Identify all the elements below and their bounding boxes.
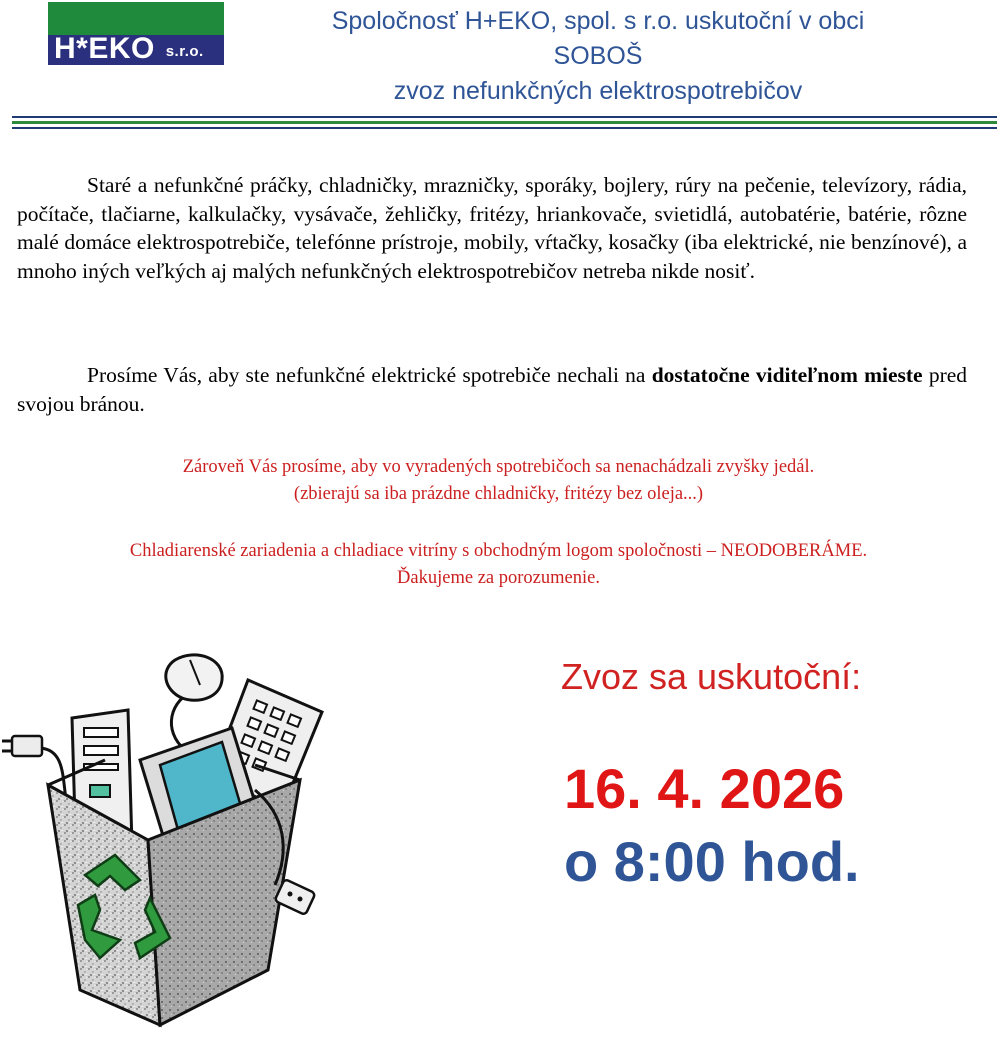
appliance-list-paragraph bbox=[17, 171, 967, 285]
collection-date: 16. 4. 2026 bbox=[564, 757, 845, 820]
company-logo bbox=[48, 2, 224, 65]
collection-time: o 8:00 hod. bbox=[564, 830, 860, 893]
paragraph-2-start: Prosíme Vás, aby ste nefunkčné elektrické spotrebiče nechali na bbox=[87, 363, 646, 387]
header-line-3: zvoz nefunkčných elektrospotrebičov bbox=[393, 77, 803, 105]
notice-2-line-1: Chladiarenské zariadenia a chladiace vitríny s obchodným logom spoločnosti – NEODOBERÁME. bbox=[129, 541, 868, 561]
notice-2-line-2: Ďakujeme za porozumenie. bbox=[397, 568, 600, 588]
food-remains-notice bbox=[0, 454, 997, 508]
header-line-1: Spoločnosť H+EKO, spol. s r.o. uskutoční v obci bbox=[331, 7, 865, 35]
placement-request-paragraph bbox=[17, 361, 967, 418]
logo-green-band bbox=[48, 2, 224, 35]
collection-label: Zvoz sa uskutoční: bbox=[561, 656, 862, 697]
paragraph-1-text: Staré a nefunkčné práčky, chladničky, mrazničky, sporáky, bojlery, rúry na pečenie, televízory, rádia, počítače, tlačiarne, kalkulačky, vysávače, žehličky, fritézy, hriankovače, svietidlá, autobatérie, batérie, rôzne malé domáce elektrospotrebiče, telefónne prístroje, mobily, vŕtačky, kosačky (iba elektrické, nie benzínové), a mnoho iných veľkých aj malých nefunkčných elektrospotrebičov netreba nikde nosiť. bbox=[17, 173, 967, 283]
logo-text bbox=[54, 33, 204, 68]
header-divider-bottom bbox=[12, 127, 997, 129]
logo-main-text: H*EKO bbox=[54, 32, 155, 65]
refrigeration-exclusion-notice bbox=[0, 538, 997, 592]
notice-1-line-2: (zbierajú sa iba prázdne chladničky, fritézy bez oleja...) bbox=[293, 484, 704, 504]
logo-suffix: s.r.o. bbox=[165, 43, 204, 60]
recycle-bin-icon bbox=[0, 640, 340, 1040]
paragraph-2-emphasis: dostatočne viditeľnom mieste bbox=[651, 363, 923, 387]
header-title bbox=[228, 4, 968, 109]
header-divider-middle bbox=[12, 121, 997, 124]
paragraph-2-end: pred svojou bránou. bbox=[17, 363, 968, 416]
header-line-2: SOBOŠ bbox=[553, 42, 643, 70]
header-divider-top bbox=[12, 116, 997, 118]
notice-1-line-1: Zároveň Vás prosíme, aby vo vyradených spotrebičoch sa nenachádzali zvyšky jedál. bbox=[182, 457, 815, 477]
